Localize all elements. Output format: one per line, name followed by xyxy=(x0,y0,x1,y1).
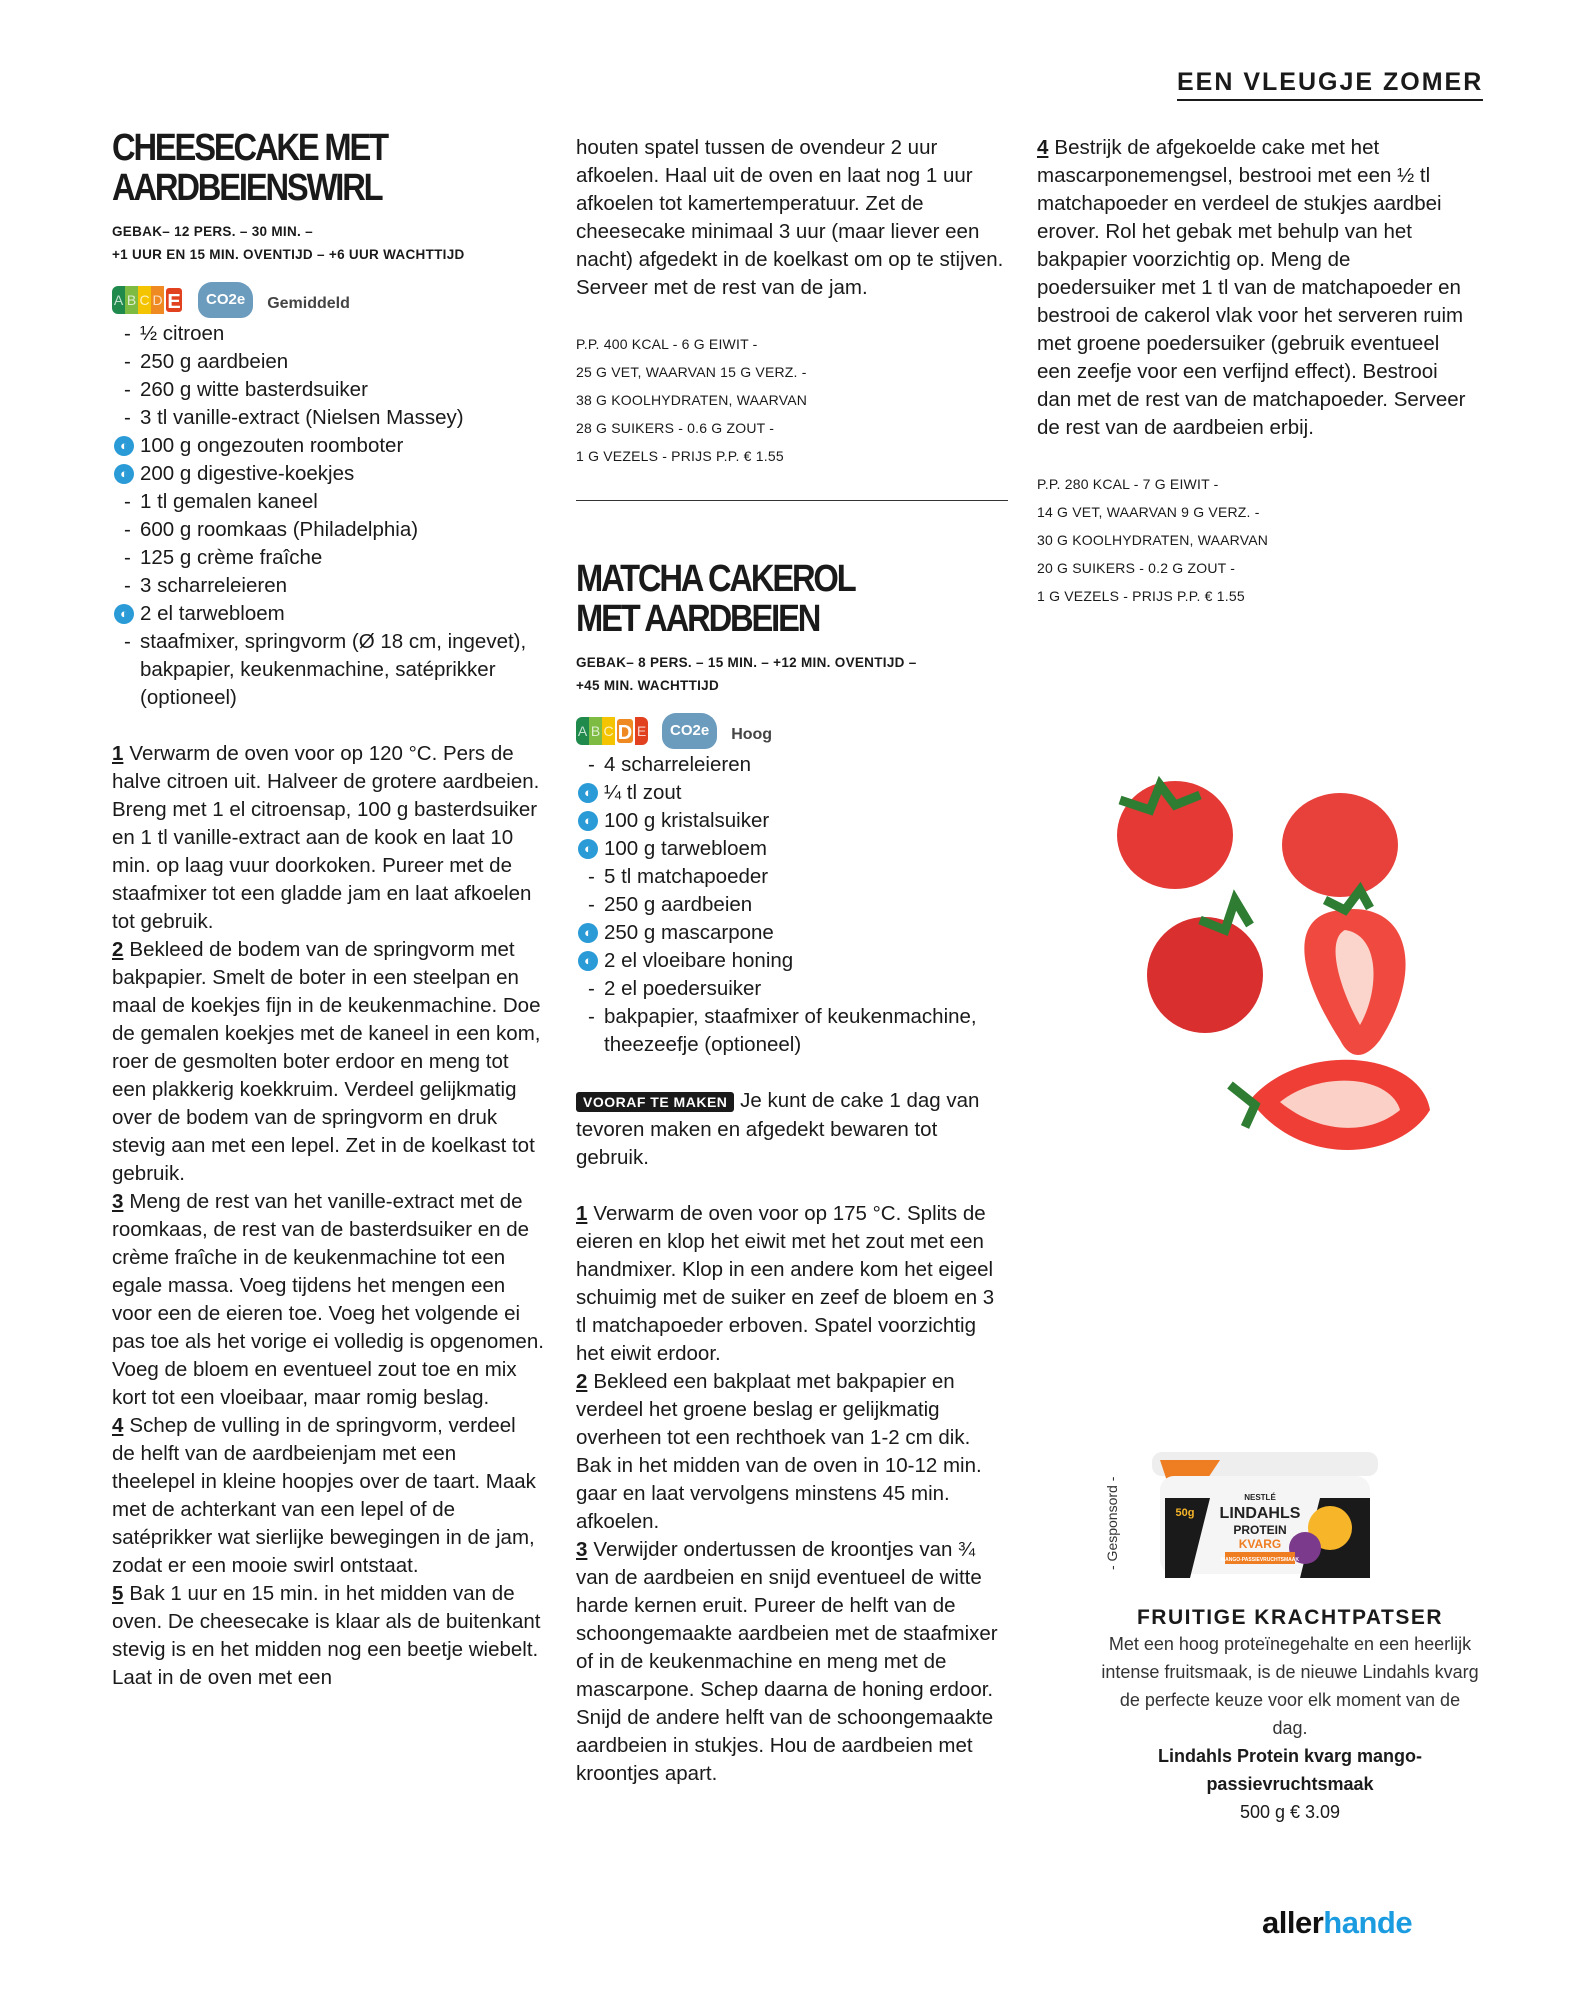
step-paragraph xyxy=(1037,134,1469,442)
step-number: 4 xyxy=(1037,136,1049,159)
package-flavor: MANGO-PASSIEVRUCHTSMAAK xyxy=(1221,1557,1299,1563)
title-line: AARDBEIENSWIRL xyxy=(112,167,382,209)
ingredient-item xyxy=(576,919,1008,947)
recipe1-steps xyxy=(112,740,544,1692)
strawberry-icon xyxy=(1282,793,1398,897)
ingredient-item xyxy=(576,751,1008,779)
ingredient-text: 200 g digestive-koekjes xyxy=(140,462,355,485)
meta-line: GEBAK– 8 PERS. – 15 MIN. – +12 MIN. OVENTIJD – xyxy=(576,655,917,670)
co2-label: Gemiddeld xyxy=(267,295,350,312)
ingredient-text: 2 el vloeibare honing xyxy=(604,949,794,972)
eco-leaf-icon: ◐ xyxy=(114,604,134,624)
ad-price: 500 g € 3.09 xyxy=(1239,1802,1341,1822)
tip-text: Je kunt de cake 1 dag van tevoren maken en afgedekt bewaren tot gebruik. xyxy=(576,1089,980,1169)
ingredient-text: ¼ tl zout xyxy=(604,781,682,804)
ingredient-item xyxy=(112,376,544,404)
eco-leaf-icon: ◐ xyxy=(578,951,598,971)
logo-part: aller xyxy=(1262,1905,1324,1940)
meta-line: +1 UUR EN 15 MIN. OVENTIJD – +6 UUR WACHTTIJD xyxy=(112,247,465,262)
recipe2-nutrition xyxy=(1037,470,1469,610)
step-number: 5 xyxy=(112,1582,124,1605)
nutri-letter: B xyxy=(125,286,138,314)
strawberry-icon xyxy=(1147,900,1263,1033)
recipe2-steps xyxy=(576,1200,1008,1788)
step-number: 2 xyxy=(576,1370,588,1393)
nutri-score-badge xyxy=(112,286,184,314)
nutri-letter: E xyxy=(164,286,184,314)
nutrition-line: 20 G SUIKERS - 0.2 G ZOUT - xyxy=(1037,560,1236,576)
co2-cloud-icon: CO2e xyxy=(662,713,717,749)
ad-headline: FRUITIGE KRACHTPATSER xyxy=(1136,1606,1444,1629)
divider xyxy=(576,500,1008,501)
ingredient-item xyxy=(112,600,544,628)
ingredient-text: staafmixer, springvorm (Ø 18 cm, ingevet), bakpapier, keukenmachine, satéprikker (optioneel) xyxy=(140,630,527,709)
ingredient-text: 260 g witte basterdsuiker xyxy=(140,378,368,401)
ingredient-item xyxy=(112,572,544,600)
ingredient-text: 5 tl matchapoeder xyxy=(604,865,769,888)
eco-leaf-icon: ◐ xyxy=(114,464,134,484)
eco-leaf-icon: ◐ xyxy=(578,839,598,859)
step-text: Bestrijk de afgekoelde cake met het mascarponemengsel, bestrooi met een ½ tl matchapoeder en verdeel de stukjes aardbei erover. Rol het gebak met behulp van het bakpapier voorzichtig op. Meng de poedersuiker met 1 tl van de matchapoeder en bestrooi de cakerol vlak voor het serveren ruim met groene poedersuiker (gebruik eventueel een zeefje voor een verfijnd effect). Bestrooi dan met de rest van de matchapoeder. Serveer de rest van de aardbeien erbij. xyxy=(1037,136,1466,439)
nutrition-line: 1 G VEZELS - PRIJS P.P. € 1.55 xyxy=(576,448,784,464)
nutrition-line: P.P. 400 KCAL - 6 G EIWIT - xyxy=(576,336,758,352)
ingredient-text: 100 g kristalsuiker xyxy=(604,809,770,832)
eco-leaf-icon: ◐ xyxy=(114,436,134,456)
step-paragraph xyxy=(576,1368,1008,1536)
ingredient-item xyxy=(112,628,544,712)
step-number: 2 xyxy=(112,938,124,961)
ingredient-text: 100 g ongezouten roomboter xyxy=(140,434,404,457)
strawberry-half-icon xyxy=(1230,1060,1430,1150)
ingredient-text: 250 g aardbeien xyxy=(604,893,753,916)
nutri-letter: C xyxy=(138,286,151,314)
ingredient-item xyxy=(576,1003,1008,1059)
strawberries-photo xyxy=(1080,740,1520,1180)
ingredient-text: 125 g crème fraîche xyxy=(140,546,323,569)
strawberry-half-icon xyxy=(1304,890,1405,1055)
middle-column xyxy=(576,134,1008,1788)
nutri-letter: C xyxy=(602,717,615,745)
step-text: Bak 1 uur en 15 min. in het midden van de oven. De cheesecake is klaar als de buitenkant stevig is en het midden nog een beetje wiebelt. Laat in de oven met een xyxy=(112,1582,541,1689)
meta-line: GEBAK– 12 PERS. – 30 MIN. – xyxy=(112,224,313,239)
package-text: KVARG xyxy=(1238,1537,1282,1551)
eco-leaf-icon: ◐ xyxy=(578,783,598,803)
make-ahead-tip xyxy=(576,1087,1008,1172)
recipe2-title xyxy=(576,559,948,639)
step-text: Verwarm de oven voor op 175 °C. Splits de eieren en klop het eiwit met het zout met een handmixer. Klop in een andere kom het eigeel schuimig met de suiker en zeef de bloem en 3 tl matchapoeder erboven. Spatel voorzichtig het eiwit erdoor. xyxy=(576,1202,995,1365)
nutri-letter: A xyxy=(112,286,125,314)
title-line: CHEESECAKE MET xyxy=(112,127,387,169)
nutrition-line: P.P. 280 KCAL - 7 G EIWIT - xyxy=(1037,476,1219,492)
recipe1-column xyxy=(112,128,544,1692)
nutri-letter: D xyxy=(615,717,635,745)
ingredient-text: 2 el tarwebloem xyxy=(140,602,285,625)
ingredient-text: 250 g aardbeien xyxy=(140,350,289,373)
nutrition-line: 28 G SUIKERS - 0.6 G ZOUT - xyxy=(576,420,775,436)
step-number: 4 xyxy=(112,1414,124,1437)
step-paragraph xyxy=(112,1412,544,1580)
ingredient-item xyxy=(112,488,544,516)
nutri-score-badge xyxy=(576,717,648,745)
ingredient-item xyxy=(112,320,544,348)
recipe2-badges xyxy=(576,713,1008,749)
ingredient-text: 100 g tarwebloem xyxy=(604,837,767,860)
ingredient-text: 4 scharreleieren xyxy=(604,753,751,776)
ingredient-text: 3 scharreleieren xyxy=(140,574,287,597)
step-number: 1 xyxy=(112,742,124,765)
package-brand: LINDAHLS xyxy=(1219,1505,1301,1522)
recipe1-ingredients xyxy=(112,320,544,712)
ingredient-item xyxy=(576,975,1008,1003)
ingredient-item xyxy=(576,863,1008,891)
step-paragraph xyxy=(112,740,544,936)
step-paragraph xyxy=(112,1188,544,1412)
ingredient-text: bakpapier, staafmixer of keukenmachine, theezeefje (optioneel) xyxy=(604,1005,977,1056)
product-package-image xyxy=(1150,1448,1380,1578)
ingredient-item xyxy=(576,807,1008,835)
step-number: 3 xyxy=(112,1190,124,1213)
ingredient-item xyxy=(112,460,544,488)
step-number: 3 xyxy=(576,1538,588,1561)
ingredient-text: 3 tl vanille-extract (Nielsen Massey) xyxy=(140,406,464,429)
allerhande-logo xyxy=(1262,1905,1412,1941)
make-ahead-tag: VOORAF TE MAKEN xyxy=(576,1092,734,1112)
recipe1-meta xyxy=(112,220,544,266)
ad-product-name: Lindahls Protein kvarg mango-passievruchtsmaak xyxy=(1157,1746,1423,1794)
ingredient-item xyxy=(112,404,544,432)
step-paragraph xyxy=(576,1536,1008,1788)
nutri-letter: D xyxy=(151,286,164,314)
co2-cloud-icon: CO2e xyxy=(198,282,253,318)
step-paragraph xyxy=(112,936,544,1188)
title-line: MET AARDBEIEN xyxy=(576,598,820,640)
nutri-letter: E xyxy=(635,717,648,745)
sponsored-ad xyxy=(1080,1606,1500,1826)
logo-part: hande xyxy=(1323,1905,1413,1940)
recipe2-ingredients xyxy=(576,751,1008,1059)
step-number: 1 xyxy=(576,1202,588,1225)
ingredient-text: 250 g mascarpone xyxy=(604,921,774,944)
eco-leaf-icon: ◐ xyxy=(578,923,598,943)
sponsored-label: - Gesponsord - xyxy=(1104,1476,1120,1570)
step-paragraph xyxy=(112,1580,544,1692)
ingredient-item xyxy=(112,348,544,376)
step-paragraph xyxy=(576,1200,1008,1368)
eco-leaf-icon: ◐ xyxy=(578,811,598,831)
ingredient-item xyxy=(112,516,544,544)
step-text: Bekleed de bodem van de springvorm met bakpapier. Smelt de boter in een steelpan en maal de koekjes fijn in de keukenmachine. Doe de gemalen koekjes met de kaneel in een kom, roer de gesmolten boter erdoor en meng tot een plakkerig koekkruim. Verdeel gelijkmatig over de bodem van de springvorm en druk stevig aan met een lepel. Zet in de koelkast tot gebruik. xyxy=(112,938,541,1185)
ingredient-item xyxy=(576,779,1008,807)
section-label: EEN VLEUGJE ZOMER xyxy=(1177,68,1483,101)
ingredient-item xyxy=(576,947,1008,975)
recipe2-step4 xyxy=(1037,134,1469,442)
nutrition-line: 1 G VEZELS - PRIJS P.P. € 1.55 xyxy=(1037,588,1245,604)
nutrition-line: 14 G VET, WAARVAN 9 G VERZ. - xyxy=(1037,504,1260,520)
package-text: 50g xyxy=(1175,1507,1195,1519)
strawberry-icon xyxy=(1117,781,1233,889)
step-text: Schep de vulling in de springvorm, verdeel de helft van de aardbeienjam met een theelepel in kleine hoopjes over de taart. Maak met de achterkant van een lepel of de satéprikker wat sierlijke bewegingen in de jam, zodat er een mooie swirl ontstaat. xyxy=(112,1414,536,1577)
recipe2-meta xyxy=(576,651,1008,697)
nutrition-line: 25 G VET, WAARVAN 15 G VERZ. - xyxy=(576,364,807,380)
ingredient-item xyxy=(112,544,544,572)
package-text: PROTEIN xyxy=(1233,1523,1287,1537)
ingredient-text: 600 g roomkaas (Philadelphia) xyxy=(140,518,419,541)
ingredient-text: ½ citroen xyxy=(140,322,225,345)
title-line: MATCHA CAKEROL xyxy=(576,558,855,600)
recipe1-nutrition xyxy=(576,330,1008,470)
nutri-letter: A xyxy=(576,717,589,745)
meta-line: +45 MIN. WACHTTIJD xyxy=(576,678,720,693)
recipe1-title xyxy=(112,128,484,208)
nutrition-line: 30 G KOOLHYDRATEN, WAARVAN xyxy=(1037,532,1269,548)
ingredient-item xyxy=(576,835,1008,863)
co2-label: Hoog xyxy=(731,726,773,743)
ingredient-text: 1 tl gemalen kaneel xyxy=(140,490,318,513)
step-text: Verwijder ondertussen de kroontjes van ¾ van de aardbeien en snijd eventueel de witte harde kernen eruit. Pureer de helft van de schoongemaakte aardbeien met de staafmixer of in de keukenmachine en meng met de mascarpone. Schep daarna de honing erdoor. Snijd de andere helft van de schoongemaakte aardbeien in stukjes. Hou de aardbeien met kroontjes apart. xyxy=(576,1538,998,1785)
ingredient-text: 2 el poedersuiker xyxy=(604,977,762,1000)
recipe1-badges xyxy=(112,282,544,318)
package-nestle: NESTLÉ xyxy=(1244,1493,1276,1502)
recipe1-step5-continuation: houten spatel tussen de ovendeur 2 uur afkoelen. Haal uit de oven en laat nog 1 uur afkoelen tot kamertemperatuur. Zet de cheesecake minimaal 3 uur (maar liever een nacht) afgedekt in de koelkast om op te stijven. Serveer met de rest van de jam. xyxy=(576,136,1004,299)
nutri-letter: B xyxy=(589,717,602,745)
step-text: Bekleed een bakplaat met bakpapier en verdeel het groene beslag er gelijkmatig overheen tot een rechthoek van 1-2 cm dik. Bak in het midden van de oven in 10-12 min. gaar en laat vervolgens minstens 45 min. afkoelen. xyxy=(576,1370,982,1533)
step-text: Verwarm de oven voor op 120 °C. Pers de halve citroen uit. Halveer de grotere aardbeien. Breng met 1 el citroensap, 100 g basterdsuiker en 1 tl vanille-extract aan de kook en laat 10 min. op laag vuur doorkoken. Pureer met de staafmixer tot een gladde jam en laat afkoelen tot gebruik. xyxy=(112,742,540,933)
ingredient-item xyxy=(112,432,544,460)
nutrition-line: 38 G KOOLHYDRATEN, WAARVAN xyxy=(576,392,808,408)
ingredient-item xyxy=(576,891,1008,919)
ad-description: Met een hoog proteïnegehalte en een heerlijk intense fruitsmaak, is de nieuwe Lindahls kvarg de perfecte keuze voor elk moment van de dag. xyxy=(1101,1634,1479,1738)
right-column xyxy=(1037,134,1469,610)
step-text: Meng de rest van het vanille-extract met de roomkaas, de rest van de basterdsuiker en de crème fraîche in de keukenmachine tot een egale massa. Voeg tijdens het mengen een voor een de eieren toe. Voeg het volgende ei pas toe als het vorige ei volledig is opgenomen. Voeg de bloem en eventueel zout toe en mix kort tot een vloeibaar, maar romig beslag. xyxy=(112,1190,544,1409)
